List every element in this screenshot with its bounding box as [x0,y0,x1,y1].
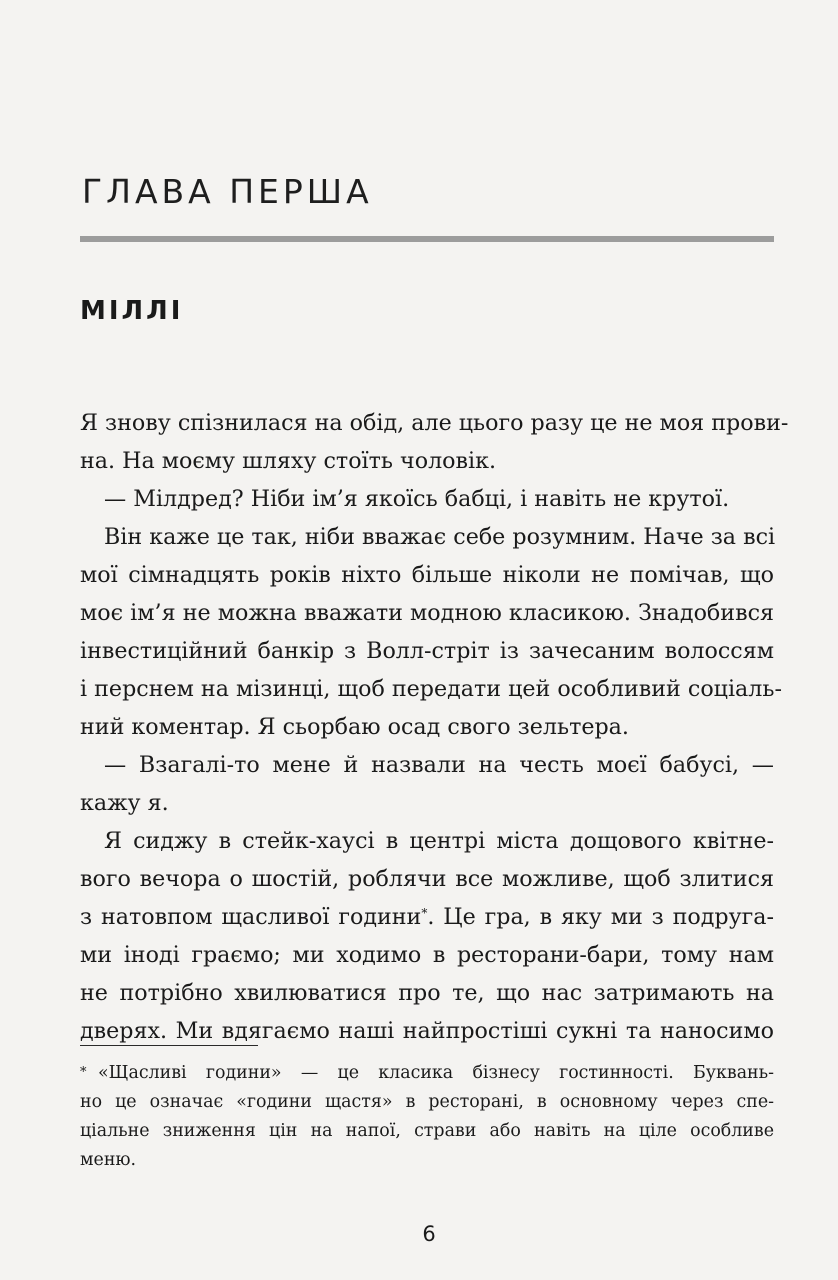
body-line: не потрібно хвилюватися про те, що нас затримають на [80,980,774,1006]
page-number: 6 [422,1222,436,1246]
body-line: Я сиджу в стейк-хаусі в центрі міста дощового квітне- [104,828,774,854]
body-line: дверях. Ми вдягаємо наші найпростіші сукні та наносимо [80,1018,774,1044]
body-line: кажу я. [80,790,169,816]
body-line-end: . Це гра, в яку ми з подруга- [427,904,775,930]
body-line: ний коментар. Я сьорбаю осад свого зельтера. [80,714,629,740]
body-line: мої сімнадцять років ніхто більше ніколи не помічав, що [80,562,774,588]
body-line: і перснем на мізинці, щоб передати цей особливий соціаль- [80,676,782,702]
body-line: моє ім’я не можна вважати модною класикою. Знадобився [80,600,774,626]
footnote-line: но це означає «години щастя» в ресторані, в основному через спе- [80,1092,774,1112]
footnote-marker: * [80,1065,87,1080]
footnote-line-text: «Щасливі години» — це класика бізнесу гостинності. Буквань- [98,1063,774,1083]
body-line: на. На моєму шляху стоїть чоловік. [80,448,497,474]
footnote-line: ціальне зниження цін на напої, страви або навіть на ціле особливе [80,1121,774,1141]
body-line: інвестиційний банкір з Волл-стріт із зачесаним волоссям [80,638,774,664]
body-line: ми іноді граємо; ми ходимо в ресторани-бари, тому нам [80,942,774,968]
character-heading: МІЛЛІ [80,296,184,326]
body-line: вого вечора о шостій, роблячи все можливе, щоб злитися [80,866,774,892]
chapter-title: ГЛАВА ПЕРША [82,172,373,211]
body-line [80,902,774,932]
chapter-divider [80,236,774,242]
body-line: Він каже це так, ніби вважає себе розумним. Наче за всі [104,524,776,550]
body-line: — Взагалі-то мене й назвали на честь моєї бабусі, — [104,752,774,778]
footnote-line: меню. [80,1150,137,1170]
footnote-line [80,1060,774,1086]
body-line: Я знову спізнилася на обід, але цього разу це не моя прови- [80,410,789,436]
body-line: — Мілдред? Ніби ім’я якоїсь бабці, і навіть не крутої. [104,486,730,512]
body-line-start: з натовпом щасливої години [80,904,422,930]
footnote-reference: * [421,906,428,920]
footnote-divider [80,1045,258,1046]
